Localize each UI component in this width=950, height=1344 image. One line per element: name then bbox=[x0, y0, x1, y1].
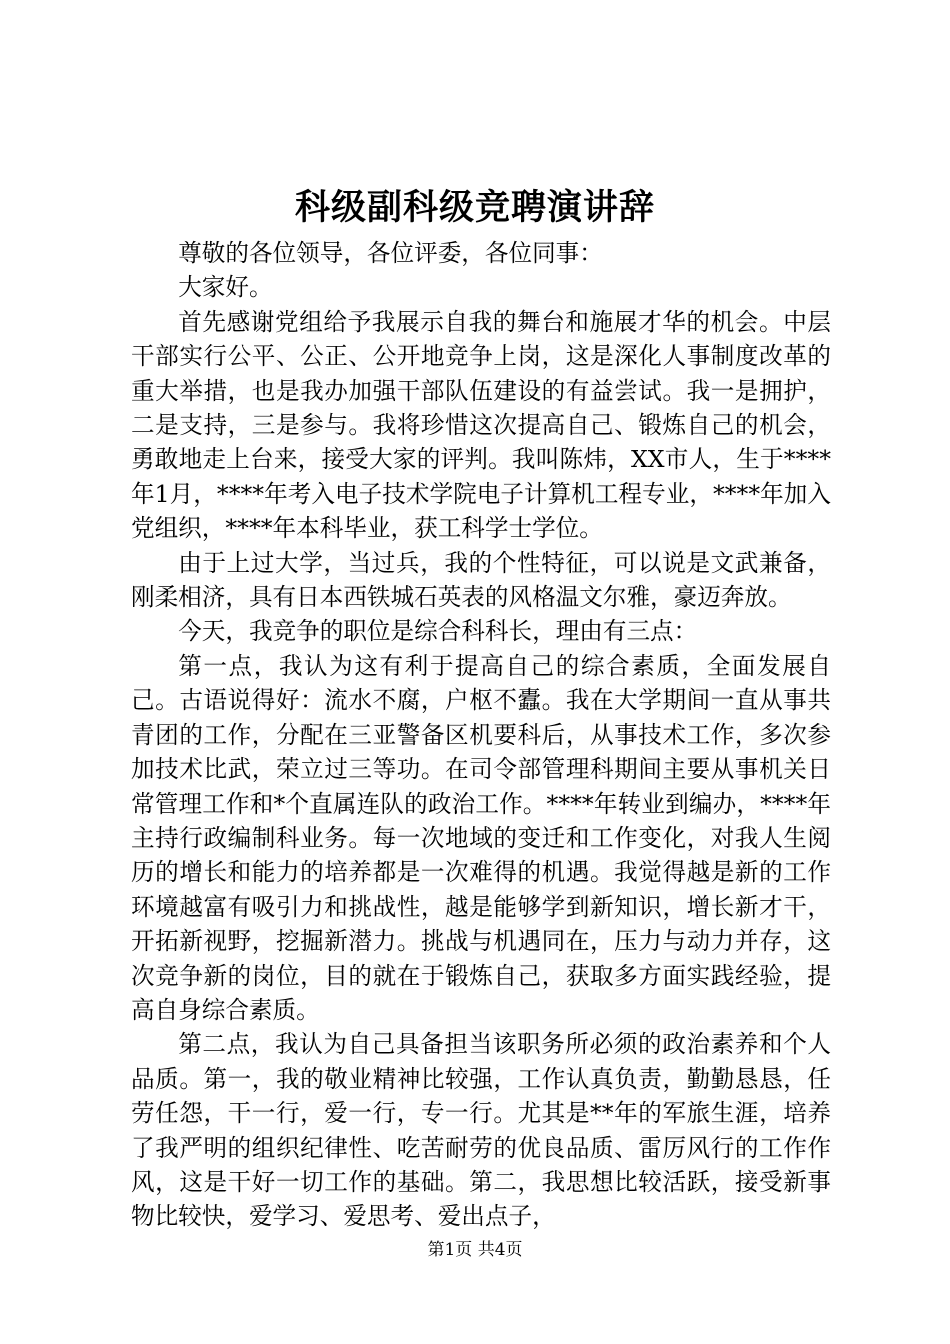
document-title: 科级副科级竞聘演讲辞 bbox=[294, 187, 655, 228]
paragraph-reason-one: 第一点，我认为这有利于提高自己的综合素质，全面发展自己。古语说得好：流水不腐，户枢不蠹。我在大学期间一直从事共青团的工作，分配在三亚警备区机要科后，从事技术工作，多次参加技术比武，荣立过三等功。在司令部管理科期间主要从事机关日常管理工作和*个直属连队的政治工作。****年转业到编办，****年主持行政编制科业务。每一次地域的变迁和工作变化，对我人生阅历的增长和能力的培养都是一次难得的机遇。我觉得越是新的工作环境越富有吸引力和挑战性，越是能够学到新知识，增长新才干，开拓新视野，挖掘新潜力。挑战与机遇同在，压力与动力并存，这次竞争新的岗位，目的就在于锻炼自己，获取多方面实践经验，提高自身综合素质。 bbox=[131, 651, 831, 1024]
paragraph-introduction: 首先感谢党组给予我展示自我的舞台和施展才华的机会。中层干部实行公平、公正、公开地竞争上岗，这是深化人事制度改革的重大举措，也是我办加强干部队伍建设的有益尝试。我一是拥护，二是支持，三是参与。我将珍惜这次提高自己、锻炼自己的机会，勇敢地走上台来，接受大家的评判。我叫陈炜，XX市人，生于****年1月，****年考入电子技术学院电子计算机工程专业，****年加入党组织，****年本科毕业，获工科学士学位。 bbox=[131, 307, 831, 543]
paragraph-salutation: 尊敬的各位领导，各位评委，各位同事： bbox=[178, 239, 603, 267]
paragraph-reason-two: 第二点，我认为自己具备担当该职务所必须的政治素养和个人品质。第一，我的敬业精神比较强，工作认真负责，勤勤恳恳，任劳任怨，干一行，爱一行，专一行。尤其是**年的军旅生涯，培养了我严明的组织纪律性、吃苦耐劳的优良品质、雷厉风行的工作作风，这是干好一切工作的基础。第二，我思想比较活跃，接受新事物比较快，爱学习、爱思考、爱出点子， bbox=[131, 1030, 831, 1231]
document-body bbox=[131, 236, 831, 1234]
paragraph-position: 今天，我竞争的职位是综合科科长，理由有三点： bbox=[178, 617, 698, 646]
paragraph-greeting: 大家好。 bbox=[178, 273, 273, 302]
paragraph-personality: 由于上过大学，当过兵，我的个性特征，可以说是文武兼备，刚柔相济，具有日本西铁城石英表的风格温文尔雅，豪迈奔放。 bbox=[131, 548, 831, 612]
page-footer: 第1页 共4页 bbox=[427, 1240, 523, 1260]
